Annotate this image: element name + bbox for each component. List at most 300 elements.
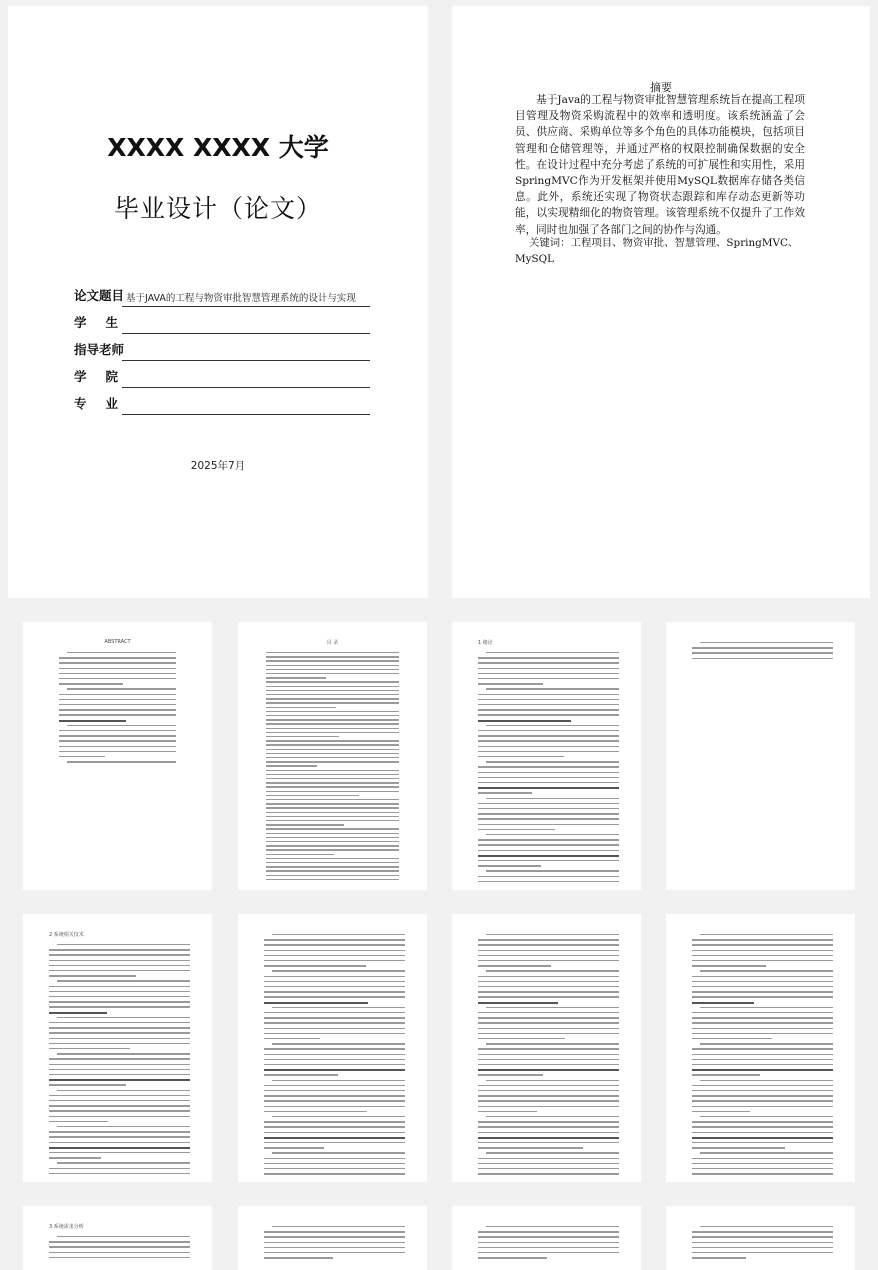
thumbnail-text-line — [478, 965, 551, 966]
thumbnail-text-line — [266, 740, 399, 741]
thumbnail-text-line — [266, 677, 326, 678]
thumbnail-text-line — [264, 1236, 405, 1237]
thumbnail-text-line — [264, 996, 405, 997]
thumbnail-text-line — [486, 934, 619, 935]
thumbnail-text-line — [478, 960, 619, 961]
thumbnail-text-line — [49, 1246, 190, 1247]
thumbnail-text-line — [486, 798, 619, 799]
thumbnail-text-line — [478, 777, 619, 778]
thumbnail-text-line — [486, 1043, 619, 1044]
thumbnail-text-line — [264, 1147, 324, 1148]
thumbnail-text-line — [264, 1168, 405, 1169]
thumbnail-text-line — [266, 803, 399, 804]
thumbnail-text-line — [478, 704, 619, 705]
thumbnail-text-line — [478, 699, 619, 700]
cover-fields — [74, 280, 370, 415]
thumbnail-text-line — [264, 1126, 405, 1127]
thumbnail-text-line — [692, 944, 833, 945]
thumbnail-text-line — [49, 1027, 190, 1028]
thumbnail-text-line — [49, 1064, 190, 1065]
thumbnail-text-line — [486, 688, 619, 689]
thumbnail-text-line — [692, 1054, 833, 1055]
thumbnail-text-line — [478, 683, 543, 684]
thumbnail-text-line — [266, 845, 399, 846]
thumbnail-text-line — [486, 1116, 619, 1117]
thumbnail-text-line — [266, 875, 399, 876]
thumbnail-text-line — [478, 657, 619, 658]
thumbnail-heading: 目 录 — [326, 640, 339, 646]
thumbnail-text-line — [266, 665, 399, 666]
thumbnail-text-line — [266, 849, 399, 850]
cover-field-label: 学 生 — [74, 315, 118, 330]
thumbnail-text-line — [264, 944, 405, 945]
thumbnail-text-line — [49, 1241, 190, 1242]
thumbnail-text-line — [478, 813, 619, 814]
thumbnail-text-line — [478, 860, 619, 861]
thumbnail-text-line — [264, 1142, 405, 1143]
thumbnail-text-line — [49, 1142, 190, 1143]
thumbnail-text-line — [692, 1059, 833, 1060]
page-thumbnail — [23, 914, 212, 1182]
thumbnail-text-line — [266, 879, 399, 880]
thumbnail-text-line — [692, 1231, 833, 1232]
page-thumbnail — [452, 622, 641, 890]
thumbnail-text-line — [478, 735, 619, 736]
thumbnail-text-line — [59, 751, 176, 752]
thumbnail-heading: 2 系统相关技术 — [49, 932, 84, 938]
thumbnail-text-line — [692, 1048, 833, 1049]
thumbnail-text-line — [266, 736, 339, 737]
thumbnail-text-line — [692, 965, 766, 966]
cover-field-label: 指导老师 — [74, 342, 125, 357]
thumbnail-text-line — [478, 955, 619, 956]
thumbnail-text-line — [486, 652, 619, 653]
thumbnail-text-line — [57, 980, 190, 981]
thumbnail-text-line — [49, 1157, 101, 1158]
thumbnail-text-line — [692, 1002, 754, 1004]
thumbnail-text-line — [692, 1085, 833, 1086]
thumbnail-text-line — [49, 965, 190, 966]
thumbnail-text-line — [478, 881, 619, 882]
thumbnail-text-line — [264, 1028, 405, 1029]
thumbnail-text-line — [264, 976, 405, 977]
thumbnail-text-line — [59, 735, 176, 736]
thumbnail-text-line — [264, 1048, 405, 1049]
thumbnail-text-line — [700, 1007, 833, 1008]
thumbnail-text-line — [264, 1074, 338, 1075]
thumbnail-text-line — [264, 1111, 367, 1112]
thumbnail-text-line — [59, 756, 105, 757]
thumbnail-text-line — [692, 1158, 833, 1159]
thumbnail-text-line — [57, 1236, 190, 1237]
thumbnail-text-line — [266, 786, 399, 787]
thumbnail-text-line — [486, 761, 619, 762]
thumbnail-text-line — [264, 1100, 405, 1101]
cover-school-name: XXXX XXXX 大学 — [107, 133, 329, 162]
abstract-keywords: 关键词：工程项目、物资审批、智慧管理、SpringMVC、MySQL — [515, 237, 799, 266]
thumbnail-text-line — [49, 1110, 190, 1111]
thumbnail-text-line — [57, 1090, 190, 1091]
thumbnail-text-line — [478, 1158, 619, 1159]
thumbnail-text-line — [264, 981, 405, 982]
thumbnail-text-line — [49, 1043, 190, 1044]
thumbnail-text-line — [692, 1257, 746, 1258]
thumbnail-text-line — [478, 782, 619, 783]
thumbnail-text-line — [486, 970, 619, 971]
thumbnail-text-line — [49, 1084, 126, 1085]
thumbnail-text-line — [692, 950, 833, 951]
thumbnail-text-line — [272, 970, 405, 971]
abstract-body: 基于Java的工程与物资审批智慧管理系统旨在提高工程项目管理及物资采购流程中的效率和透明度。该系统涵盖了会员、供应商、采购单位等多个角色的具体功能模块，包括项目管理和仓储管理等，并通过严格的权限控制确保数据的安全性。在设计过程中充分考虑了系统的可扩展性和实用性，采用SpringMVC作为开发框架并使用MySQL数据库存储各类信息。此外，系统还实现了物资状态跟踪和库存动态更新等功能，以实现精细化的物资管理。该管理系统不仅提升了工作效率，同时也加强了各部门之间的协作与沟通。 — [515, 94, 805, 236]
thumbnail-text-line — [272, 1152, 405, 1153]
thumbnail-text-line — [266, 765, 317, 766]
thumbnail-text-line — [692, 1106, 833, 1107]
thumbnail-text-line — [67, 688, 176, 689]
thumbnail-text-line — [692, 1095, 833, 1096]
thumbnail-text-line — [478, 1147, 583, 1148]
thumbnail-text-line — [266, 681, 399, 682]
thumbnail-text-line — [266, 795, 359, 796]
cover-field-row — [74, 334, 370, 361]
thumbnail-text-line — [49, 991, 190, 992]
thumbnail-text-line — [266, 656, 399, 657]
page-thumbnail — [666, 622, 855, 890]
cover-thesis-title: 毕业设计（论文） — [113, 194, 322, 223]
thumbnail-text-line — [264, 1231, 405, 1232]
thumbnail-text-line — [478, 673, 619, 674]
thumbnail-text-line — [478, 808, 619, 809]
thumbnail-text-line — [478, 787, 619, 789]
thumbnail-text-line — [264, 939, 405, 940]
thumbnail-text-line — [266, 774, 399, 775]
thumbnail-heading: 3 系统需求分析 — [49, 1224, 84, 1230]
thumbnail-text-line — [264, 955, 405, 956]
cover-field-value — [122, 341, 370, 361]
page-thumbnail — [238, 1206, 427, 1270]
thumbnail-text-line — [67, 725, 176, 726]
thumbnail-text-line — [264, 1059, 405, 1060]
thumbnail-text-line — [692, 1137, 833, 1139]
thumbnail-text-line — [59, 730, 176, 731]
cover-field-row — [74, 280, 370, 307]
thumbnail-text-line — [264, 1002, 368, 1004]
page-thumbnail — [238, 622, 427, 890]
thumbnail-text-line — [478, 1033, 619, 1034]
thumbnail-text-line — [478, 1028, 619, 1029]
thumbnail-text-line — [692, 1126, 833, 1127]
thumbnail-text-line — [49, 1022, 190, 1023]
thumbnail-text-line — [478, 1064, 619, 1065]
thumbnail-text-line — [478, 766, 619, 767]
thumbnail-text-line — [700, 642, 833, 643]
thumbnail-text-line — [478, 1173, 619, 1174]
thumbnail-text-line — [59, 678, 176, 679]
thumbnail-text-line — [692, 981, 833, 982]
thumbnail-text-line — [49, 970, 190, 971]
thumbnail-text-line — [478, 865, 541, 866]
cover-field-value — [122, 314, 370, 334]
cover-field-label: 学 院 — [74, 369, 118, 384]
thumbnail-text-line — [272, 1043, 405, 1044]
cover-date: 2025年7月 — [190, 460, 246, 472]
thumbnail-text-line — [692, 1038, 772, 1039]
thumbnail-text-line — [49, 1032, 190, 1033]
thumbnail-text-line — [486, 1152, 619, 1153]
thumbnail-text-line — [57, 1162, 190, 1163]
thumbnail-text-line — [478, 1074, 543, 1075]
thumbnail-text-line — [478, 1090, 619, 1091]
thumbnail-text-line — [67, 761, 176, 762]
thumbnail-text-line — [478, 803, 619, 804]
thumbnail-text-line — [266, 749, 399, 750]
thumbnail-text-line — [266, 799, 399, 800]
thumbnail-text-line — [266, 812, 399, 813]
thumbnail-text-line — [264, 1022, 405, 1023]
thumbnail-text-line — [266, 828, 399, 829]
thumbnail-text-line — [692, 1252, 833, 1253]
thumbnail-text-line — [59, 746, 176, 747]
thumbnail-text-line — [59, 668, 176, 669]
cover-field-row — [74, 361, 370, 388]
thumbnail-text-line — [478, 818, 619, 819]
thumbnail-text-line — [478, 1022, 619, 1023]
thumbnail-text-line — [266, 778, 399, 779]
thumbnail-text-line — [266, 816, 399, 817]
thumbnail-text-line — [264, 1017, 405, 1018]
thumbnail-text-line — [59, 673, 176, 674]
thumbnail-text-line — [49, 1069, 190, 1070]
thumbnail-text-line — [478, 1100, 619, 1101]
thumbnail-text-line — [478, 668, 619, 669]
thumbnail-text-line — [478, 996, 619, 997]
abstract-title: 摘要 — [650, 81, 672, 94]
thumbnail-text-line — [486, 1080, 619, 1081]
thumbnail-text-line — [266, 652, 399, 653]
thumbnail-text-line — [478, 1247, 619, 1248]
cover-field-value: 基于JAVA的工程与物资审批智慧管理系统的设计与实现 — [122, 287, 370, 307]
thumbnail-text-line — [266, 854, 334, 855]
thumbnail-text-line — [264, 965, 366, 966]
thumbnail-text-line — [478, 991, 619, 992]
thumbnail-text-line — [692, 1247, 833, 1248]
thumbnail-text-line — [49, 1012, 107, 1014]
thumbnail-text-line — [692, 1132, 833, 1133]
thumbnail-text-line — [478, 720, 571, 722]
thumbnail-text-line — [266, 711, 399, 712]
thumbnail-text-line — [692, 1069, 833, 1071]
thumbnail-text-line — [692, 1074, 760, 1075]
thumbnail-text-line — [67, 652, 176, 653]
thumbnail-heading: 1 绪论 — [478, 640, 493, 646]
thumbnail-text-line — [478, 855, 619, 857]
thumbnail-text-line — [264, 950, 405, 951]
thumbnail-text-line — [478, 1257, 547, 1258]
thumbnail-text-line — [486, 1007, 619, 1008]
thumbnail-text-line — [266, 761, 399, 762]
thumbnail-text-line — [272, 1080, 405, 1081]
thumbnail-text-line — [266, 862, 399, 863]
thumbnail-text-line — [264, 1090, 405, 1091]
thumbnail-text-line — [478, 1126, 619, 1127]
thumbnail-text-line — [692, 1100, 833, 1101]
thumbnail-text-line — [59, 699, 176, 700]
thumbnail-text-line — [478, 839, 619, 840]
thumbnail-text-line — [266, 858, 399, 859]
thumbnail-text-line — [478, 986, 619, 987]
thumbnail-text-line — [478, 1231, 619, 1232]
thumbnail-text-line — [264, 1069, 405, 1071]
thumbnail-text-line — [49, 1131, 190, 1132]
thumbnail-text-line — [478, 829, 555, 830]
thumbnail-text-line — [478, 1252, 619, 1253]
thumbnail-text-line — [486, 870, 619, 871]
thumbnail-text-line — [49, 1105, 190, 1106]
thumbnail-text-line — [49, 949, 190, 950]
thumbnail-text-line — [49, 1116, 190, 1117]
thumbnail-text-line — [59, 720, 126, 722]
thumbnail-text-line — [266, 686, 399, 687]
thumbnail-text-line — [266, 719, 399, 720]
thumbnail-text-line — [266, 791, 399, 792]
thumbnail-text-line — [49, 1006, 190, 1007]
thumbnail-text-line — [264, 1085, 405, 1086]
thumbnail-text-line — [59, 683, 123, 684]
thumbnail-text-line — [478, 714, 619, 715]
thumbnail-text-line — [266, 870, 399, 871]
thumbnail-text-line — [478, 1059, 619, 1060]
thumbnail-text-line — [478, 1085, 619, 1086]
thumbnail-text-line — [700, 1043, 833, 1044]
thumbnail-text-line — [264, 1247, 405, 1248]
thumbnail-text-line — [59, 662, 176, 663]
thumbnail-text-line — [49, 975, 136, 976]
thumbnail-text-line — [478, 792, 532, 793]
thumbnail-text-line — [478, 1121, 619, 1122]
cover-field-label: 专 业 — [74, 396, 118, 411]
thumbnail-text-line — [266, 807, 399, 808]
thumbnail-text-line — [478, 694, 619, 695]
thumbnail-text-line — [49, 1121, 108, 1122]
thumbnail-text-line — [266, 820, 399, 821]
thumbnail-text-line — [57, 1053, 190, 1054]
thumbnail-text-line — [59, 709, 176, 710]
thumbnail-text-line — [264, 991, 405, 992]
thumbnail-text-line — [478, 1017, 619, 1018]
thumbnail-text-line — [264, 1242, 405, 1243]
thumbnail-text-line — [700, 1116, 833, 1117]
thumbnail-text-line — [692, 1017, 833, 1018]
page-thumbnail — [452, 914, 641, 1182]
page-thumbnail — [452, 1206, 641, 1270]
thumbnail-text-line — [49, 1168, 190, 1169]
thumbnail-text-line — [692, 1022, 833, 1023]
thumbnail-text-line — [266, 732, 399, 733]
thumbnail-text-line — [264, 1064, 405, 1065]
thumbnail-text-line — [57, 1017, 190, 1018]
thumbnail-text-line — [49, 1152, 190, 1153]
thumbnail-text-line — [49, 1001, 190, 1002]
thumbnail-text-line — [478, 1137, 619, 1139]
thumbnail-text-line — [264, 1137, 405, 1139]
cover-field-value — [122, 395, 370, 415]
thumbnail-text-line — [264, 1252, 405, 1253]
cover-page — [8, 6, 428, 598]
thumbnail-text-line — [478, 850, 619, 851]
page-thumbnail — [238, 914, 427, 1182]
thumbnail-text-line — [478, 1168, 619, 1169]
thumbnail-text-line — [266, 707, 336, 708]
thumbnail-text-line — [692, 960, 833, 961]
thumbnail-text-line — [264, 986, 405, 987]
thumbnail-text-line — [478, 1111, 537, 1112]
thumbnail-text-line — [266, 833, 399, 834]
abstract-page — [452, 6, 870, 598]
thumbnail-text-line — [49, 986, 190, 987]
thumbnail-text-line — [266, 698, 399, 699]
thumbnail-text-line — [692, 647, 833, 648]
page-thumbnail — [666, 914, 855, 1182]
thumbnail-text-line — [700, 1152, 833, 1153]
thumbnail-text-line — [57, 944, 190, 945]
thumbnail-text-line — [692, 1111, 750, 1112]
thumbnail-text-line — [478, 1163, 619, 1164]
thumbnail-text-line — [264, 1158, 405, 1159]
thumbnail-text-line — [478, 950, 619, 951]
thumbnail-text-line — [264, 1095, 405, 1096]
thumbnail-text-line — [692, 1142, 833, 1143]
thumbnail-text-line — [478, 976, 619, 977]
thumbnail-text-line — [49, 1074, 190, 1075]
thumbnail-text-line — [266, 841, 399, 842]
thumbnail-text-line — [692, 996, 833, 997]
thumbnail-text-line — [478, 662, 619, 663]
thumbnail-text-line — [266, 824, 344, 825]
thumbnail-text-line — [49, 1100, 190, 1101]
thumbnail-text-line — [49, 954, 190, 955]
thumbnail-text-line — [700, 970, 833, 971]
thumbnail-text-line — [264, 1257, 333, 1258]
thumbnail-text-line — [266, 660, 399, 661]
thumbnail-text-line — [478, 1012, 619, 1013]
thumbnail-text-line — [692, 1028, 833, 1029]
thumbnail-text-line — [264, 1163, 405, 1164]
cover-field-label: 论文题目 — [74, 288, 125, 303]
thumbnail-text-line — [478, 876, 619, 877]
thumbnail-text-line — [57, 1126, 190, 1127]
thumbnail-text-line — [692, 1163, 833, 1164]
thumbnail-text-line — [692, 1242, 833, 1243]
thumbnail-text-line — [692, 991, 833, 992]
thumbnail-text-line — [266, 744, 399, 745]
page-thumbnail — [666, 1206, 855, 1270]
thumbnail-text-line — [264, 960, 405, 961]
thumbnail-text-line — [266, 757, 399, 758]
thumbnail-text-line — [49, 1252, 190, 1253]
thumbnail-text-line — [478, 1038, 565, 1039]
thumbnail-text-line — [692, 1236, 833, 1237]
thumbnail-text-line — [478, 1095, 619, 1096]
thumbnail-text-line — [266, 728, 399, 729]
thumbnail-text-line — [700, 1080, 833, 1081]
thumbnail-text-line — [49, 1058, 190, 1059]
thumbnail-text-line — [266, 782, 399, 783]
thumbnail-text-line — [266, 770, 399, 771]
thumbnail-text-line — [692, 955, 833, 956]
thumbnail-text-line — [700, 934, 833, 935]
thumbnail-text-line — [478, 678, 619, 679]
thumbnail-text-line — [478, 751, 619, 752]
thumbnail-text-line — [59, 714, 176, 715]
